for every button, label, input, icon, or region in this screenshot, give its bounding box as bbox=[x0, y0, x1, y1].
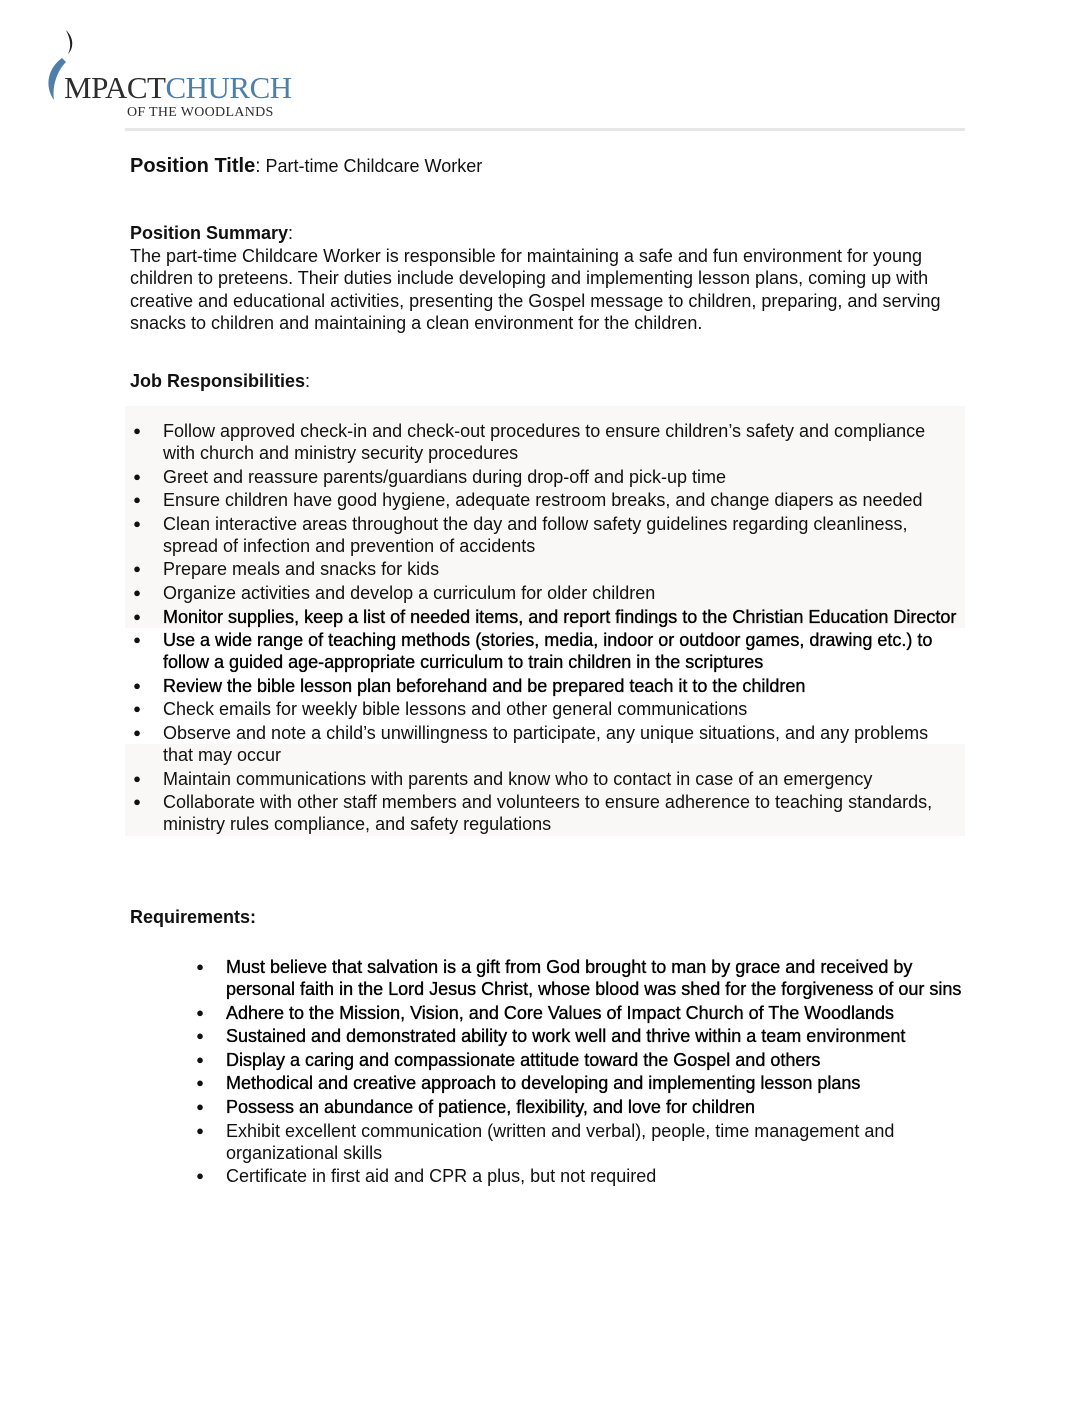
position-summary-section bbox=[130, 222, 970, 335]
church-logo bbox=[44, 28, 304, 118]
job-responsibilities-label: Job Responsibilities bbox=[130, 371, 306, 391]
list-item: ● Exhibit excellent communication (written and verbal), people, time management and organizational skills bbox=[193, 1120, 963, 1164]
list-item: ● Possess an abundance of patience, flexibility, and love for children bbox=[193, 1096, 963, 1118]
job-responsibilities-heading bbox=[130, 370, 310, 393]
list-item: ● Clean interactive areas throughout the day and follow safety guidelines regarding cleanliness, spread of infection and prevention of accidents bbox=[130, 513, 960, 557]
job-responsibilities-list bbox=[130, 420, 960, 837]
bullet-icon: ● bbox=[133, 701, 141, 717]
bullet-icon: ● bbox=[133, 794, 141, 810]
bullet-icon: ● bbox=[196, 1075, 204, 1091]
list-item: ● Sustained and demonstrated ability to work well and thrive within a team environment bbox=[193, 1025, 963, 1047]
list-item: ● Greet and reassure parents/guardians during drop-off and pick-up time bbox=[130, 466, 960, 488]
bullet-icon: ● bbox=[133, 561, 141, 577]
header-divider bbox=[125, 128, 965, 131]
list-item: ● Methodical and creative approach to developing and implementing lesson plans bbox=[193, 1072, 963, 1094]
position-summary-heading bbox=[130, 222, 970, 245]
requirements-label: Requirements: bbox=[130, 907, 257, 927]
list-item: ● Organize activities and develop a curriculum for older children bbox=[130, 582, 960, 604]
bullet-icon: ● bbox=[133, 608, 141, 624]
bullet-icon: ● bbox=[196, 1098, 204, 1114]
logo-impact-word: MPACT bbox=[64, 70, 166, 105]
list-item: ● Monitor supplies, keep a list of needed items, and report findings to the Christian Education Director bbox=[130, 606, 960, 628]
bullet-icon: ● bbox=[196, 1004, 204, 1020]
bullet-icon: ● bbox=[133, 584, 141, 600]
bullet-icon: ● bbox=[196, 1051, 204, 1067]
list-item: ● Check emails for weekly bible lessons and other general communications bbox=[130, 698, 960, 720]
bullet-icon: ● bbox=[196, 959, 204, 974]
position-summary-text: The part-time Childcare Worker is responsible for maintaining a safe and fun environment for young children to preteens. Their duties include developing and implementing lesson plans, coming up with creative and educational activities, presenting the Gospel message to children, preparing, and serving snacks to children and maintaining a clean environment for the children. bbox=[130, 245, 941, 333]
bullet-icon: ● bbox=[133, 468, 141, 484]
list-item: ● Certificate in first aid and CPR a plus, but not required bbox=[193, 1165, 963, 1187]
bullet-icon: ● bbox=[196, 1168, 204, 1184]
logo-church-word: CHURCH bbox=[165, 70, 292, 105]
position-title-colon: : bbox=[255, 156, 261, 177]
position-title bbox=[130, 155, 482, 178]
list-item: ● Follow approved check-in and check-out procedures to ensure children’s safety and compliance with church and ministry security procedures bbox=[130, 420, 960, 464]
logo-wordmark bbox=[64, 71, 292, 105]
bullet-icon: ● bbox=[133, 677, 141, 693]
list-item: ● Observe and note a child’s unwillingness to participate, any unique situations, and any problems that may occur bbox=[130, 722, 960, 766]
list-item: ● Display a caring and compassionate attitude toward the Gospel and others bbox=[193, 1049, 963, 1071]
bullet-icon: ● bbox=[133, 724, 141, 740]
list-item: ● Review the bible lesson plan beforehand and be prepared teach it to the children bbox=[130, 675, 960, 697]
bullet-icon: ● bbox=[133, 423, 141, 438]
bullet-icon: ● bbox=[133, 515, 141, 531]
position-summary-label: Position Summary bbox=[130, 223, 289, 243]
list-item: ● Adhere to the Mission, Vision, and Core Values of Impact Church of The Woodlands bbox=[193, 1002, 963, 1024]
list-item: ● Prepare meals and snacks for kids bbox=[130, 558, 960, 580]
position-summary-colon: : bbox=[288, 223, 294, 243]
bullet-icon: ● bbox=[133, 632, 141, 648]
bullet-icon: ● bbox=[196, 1028, 204, 1044]
position-title-label: Position Title bbox=[130, 155, 256, 177]
logo-subtitle: OF THE WOODLANDS bbox=[127, 105, 274, 120]
position-title-value: Part-time Childcare Worker bbox=[260, 156, 483, 176]
list-item: ● Use a wide range of teaching methods (stories, media, indoor or outdoor games, drawing etc.) to follow a guided age-appropriate curriculum to train children in the scriptures bbox=[130, 629, 960, 673]
bullet-icon: ● bbox=[133, 492, 141, 508]
list-item: ● Collaborate with other staff members and volunteers to ensure adherence to teaching standards, ministry rules compliance, and safety regulations bbox=[130, 791, 960, 835]
list-item: ● Must believe that salvation is a gift from God brought to man by grace and received by personal faith in the Lord Jesus Christ, whose blood was shed for the forgiveness of our sins bbox=[193, 956, 963, 1000]
job-responsibilities-colon: : bbox=[305, 371, 311, 391]
bullet-icon: ● bbox=[133, 770, 141, 786]
list-item: ● Maintain communications with parents and know who to contact in case of an emergency bbox=[130, 768, 960, 790]
requirements-heading bbox=[130, 906, 256, 929]
bullet-icon: ● bbox=[196, 1122, 204, 1138]
requirements-list bbox=[193, 956, 963, 1189]
list-item: ● Ensure children have good hygiene, adequate restroom breaks, and change diapers as needed bbox=[130, 489, 960, 511]
